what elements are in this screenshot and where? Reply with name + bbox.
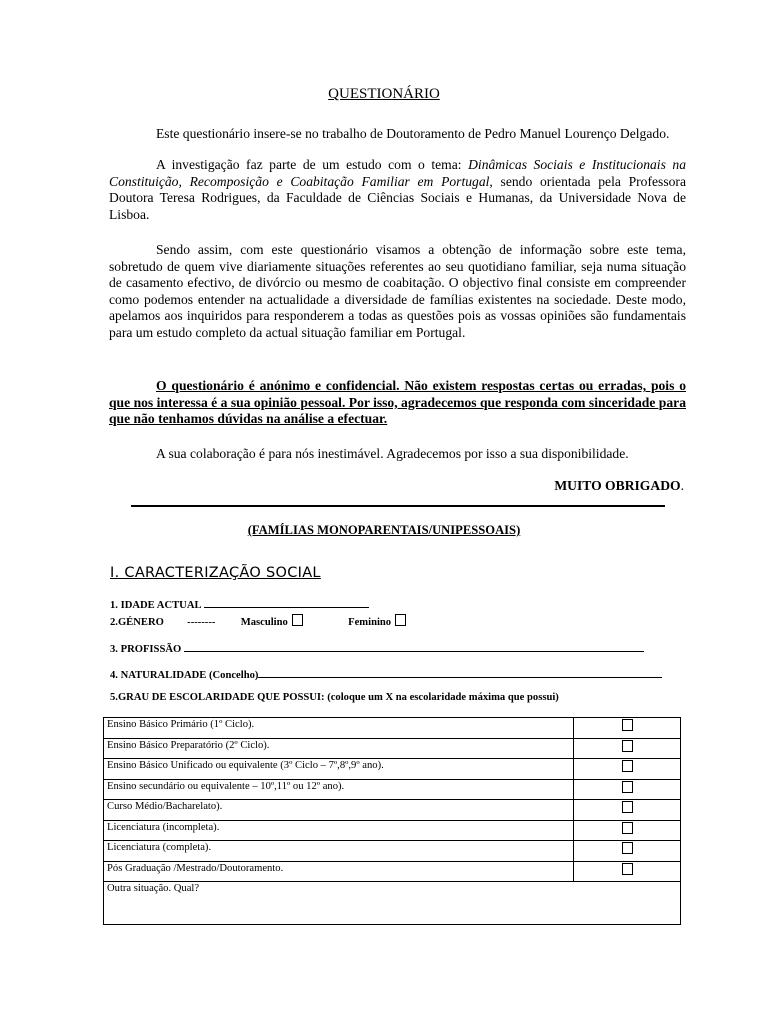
education-other-option[interactable]: Outra situação. Qual? [104, 882, 681, 925]
section-title: I. CARACTERIZAÇÃO SOCIAL [110, 565, 321, 581]
education-checkbox-cell[interactable] [574, 861, 681, 882]
gender-female-checkbox[interactable] [395, 614, 406, 626]
education-option: Curso Médio/Bacharelato). [104, 800, 574, 821]
checkbox[interactable] [622, 740, 633, 752]
intro-paragraph-1: Este questionário insere-se no trabalho de Doutoramento de Pedro Manuel Lourenço Delgado. [156, 126, 670, 141]
education-checkbox-cell[interactable] [574, 759, 681, 780]
questionnaire-subtitle: (FAMÍLIAS MONOPARENTAIS/UNIPESSOAIS) [247, 523, 521, 537]
checkbox[interactable] [622, 863, 633, 875]
education-option: Ensino Básico Preparatório (2º Ciclo). [104, 738, 574, 759]
gender-dashes: -------- [187, 617, 216, 628]
education-checkbox-cell[interactable] [574, 738, 681, 759]
education-question: 5.GRAU DE ESCOLARIDADE QUE POSSUI: (coloque um X na escolaridade máxima que possui) [110, 692, 559, 703]
education-checkbox-cell[interactable] [574, 841, 681, 862]
profession-question [110, 641, 644, 655]
signoff-text: MUITO OBRIGADO [554, 478, 681, 493]
gender-male-label: Masculino [240, 617, 288, 628]
table-row [104, 800, 681, 821]
education-option: Ensino secundário ou equivalente – 10º,11º ou 12º ano). [104, 779, 574, 800]
checkbox[interactable] [622, 781, 633, 793]
education-option: Licenciatura (completa). [104, 841, 574, 862]
education-option: Pós Graduação /Mestrado/Doutoramento. [104, 861, 574, 882]
intro-theme-title: Dinâmicas Sociais e Institucionais na Constituição, Recomposição e Coabitação Familiar em Portugal [109, 157, 686, 189]
checkbox[interactable] [622, 719, 633, 731]
education-option: Ensino Básico Primário (1º Ciclo). [104, 718, 574, 739]
gender-female-label: Feminino [348, 617, 392, 628]
age-question [110, 597, 369, 611]
education-option: Ensino Básico Unificado ou equivalente (3º Ciclo – 7º,8º,9º ano). [104, 759, 574, 780]
education-checkbox-cell[interactable] [574, 820, 681, 841]
separator-line [131, 505, 665, 507]
table-row [104, 738, 681, 759]
profession-input-line[interactable] [184, 641, 644, 652]
checkbox[interactable] [622, 760, 633, 772]
intro-theme-tail: , sendo orientada pela Professora Doutora Teresa Rodrigues, da Faculdade de Ciências Sociais e Humanas, da Universidade Nova de Lisboa. [109, 173, 686, 222]
birthplace-input-line[interactable] [258, 667, 662, 678]
birthplace-question [110, 667, 662, 681]
checkbox[interactable] [622, 801, 633, 813]
signoff-dot: . [680, 478, 684, 493]
age-label: 1. IDADE ACTUAL [110, 600, 201, 611]
intro-paragraph-3: Sendo assim, com este questionário visamos a obtenção de informação sobre este tema, sobretudo de quem vive diariamente situações referentes ao seu quotidiano familiar, seja numa situação de casamento efectivo, de divórcio ou mesmo de coabitação. O objectivo final consiste em compreender como podemos entender na actualidade a diversidade de famílias existentes na sociedade. Deste modo, apelamos aos inquiridos para responderem a todas as questões pois as vossas opiniões são fundamentais para um estudo completo da actual situação familiar em Portugal. [109, 242, 686, 340]
gender-label: 2.GÉNERO [110, 617, 164, 628]
intro-paragraph-2 [109, 157, 686, 223]
table-row [104, 882, 681, 925]
education-checkbox-cell[interactable] [574, 779, 681, 800]
education-option: Licenciatura (incompleta). [104, 820, 574, 841]
signoff [554, 478, 684, 494]
table-row [104, 718, 681, 739]
table-row [104, 820, 681, 841]
table-row [104, 861, 681, 882]
gender-male-checkbox[interactable] [292, 614, 303, 626]
table-row [104, 759, 681, 780]
education-checkbox-cell[interactable] [574, 800, 681, 821]
thanks-paragraph: A sua colaboração é para nós inestimável. Agradecemos por isso a sua disponibilidade. [156, 446, 629, 461]
education-table [103, 717, 681, 925]
education-checkbox-cell[interactable] [574, 718, 681, 739]
gender-question [110, 614, 406, 628]
age-input-line[interactable] [204, 597, 369, 608]
table-row [104, 841, 681, 862]
checkbox[interactable] [622, 842, 633, 854]
intro-theme-lead: A investigação faz parte de um estudo com o tema: [156, 157, 469, 172]
page-title: QUESTIONÁRIO [328, 86, 440, 102]
confidentiality-notice: O questionário é anónimo e confidencial. Não existem respostas certas ou erradas, pois o que nos interessa é a sua opinião pessoal. Por isso, agradecemos que responda com sinceridade para que não tenhamos dúvidas na análise a efectuar. [109, 378, 686, 427]
checkbox[interactable] [622, 822, 633, 834]
table-row [104, 779, 681, 800]
birthplace-label: 4. NATURALIDADE (Concelho) [110, 670, 259, 681]
profession-label: 3. PROFISSÃO [110, 644, 182, 655]
